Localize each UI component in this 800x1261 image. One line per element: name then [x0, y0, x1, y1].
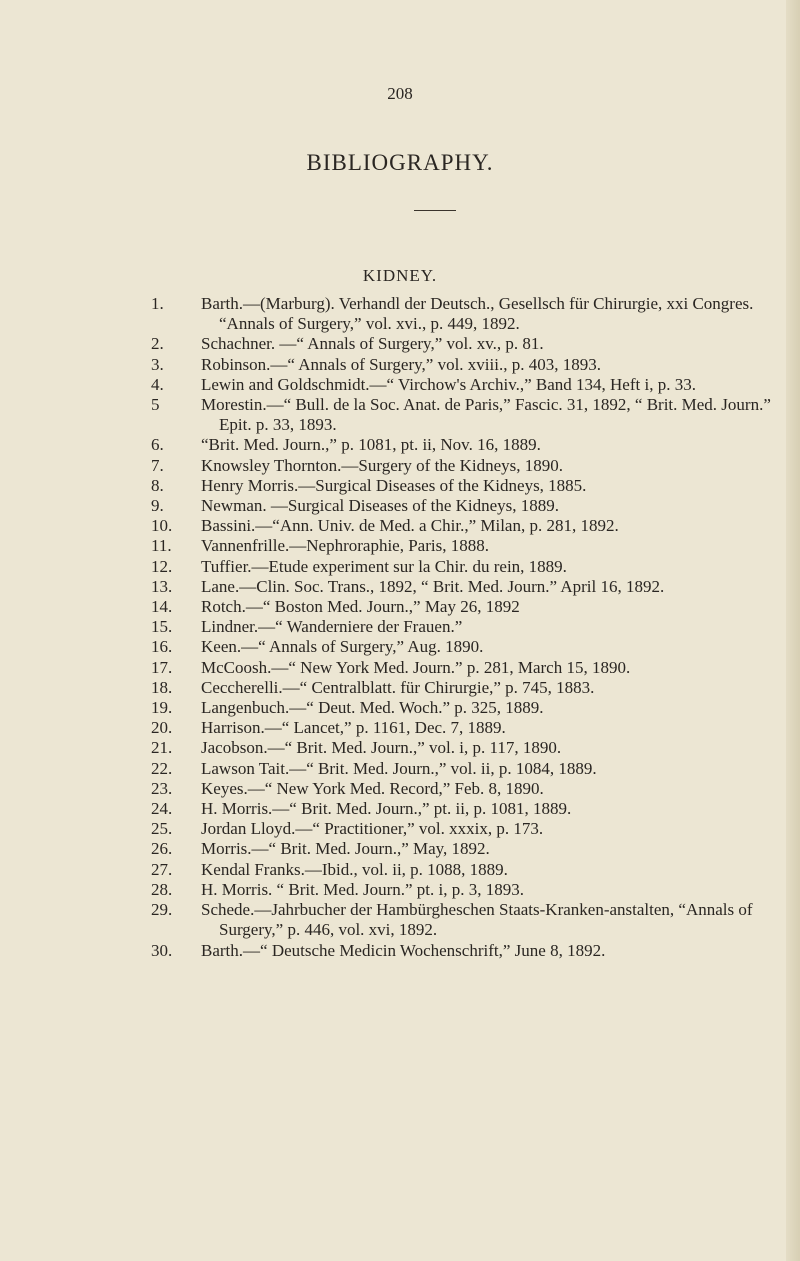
entry-text: Lindner.—“ Wanderniere der Frauen.” — [201, 617, 463, 637]
entry-text: Newman. —Surgical Diseases of the Kidneys, 1889. — [201, 496, 560, 516]
entry-number: 2. — [151, 334, 164, 354]
entry-number: 21. — [151, 738, 173, 758]
bibliography-entry — [0, 597, 800, 617]
entry-text: Henry Morris.—Surgical Diseases of the Kidneys, 1885. — [201, 475, 587, 495]
bibliography-entry — [0, 395, 800, 435]
entry-text: Vannenfrille.—Nephroraphie, Paris, 1888. — [201, 536, 489, 556]
entry-number: 5 — [151, 395, 160, 415]
bibliography-entry — [0, 799, 800, 819]
entry-text: Keyes.—“ New York Med. Record,” Feb. 8, 1890. — [201, 778, 544, 798]
entry-number: 29. — [151, 900, 173, 920]
bibliography-entry — [0, 860, 800, 880]
entry-text: “Brit. Med. Journ.,” p. 1081, pt. ii, Nov. 16, 1889. — [201, 435, 541, 455]
entry-text: Robinson.—“ Annals of Surgery,” vol. xviii., p. 403, 1893. — [201, 354, 601, 374]
bibliography-entry — [0, 456, 800, 476]
entry-number: 6. — [151, 435, 164, 455]
entry-text: H. Morris. “ Brit. Med. Journ.” pt. i, p. 3, 1893. — [201, 879, 524, 899]
entry-number: 27. — [151, 859, 173, 879]
entry-text: Kendal Franks.—Ibid., vol. ii, p. 1088, 1889. — [201, 859, 508, 879]
bibliography-entry — [0, 779, 800, 799]
bibliography-entry — [0, 375, 800, 395]
entry-number: 8. — [151, 475, 164, 495]
entry-text: Harrison.—“ Lancet,” p. 1161, Dec. 7, 1889. — [201, 718, 506, 738]
entry-number: 10. — [151, 516, 173, 536]
entry-number: 28. — [151, 879, 173, 899]
title-divider — [414, 210, 456, 211]
entry-number: 15. — [151, 617, 173, 637]
entry-number: 12. — [151, 556, 173, 576]
entry-number: 22. — [151, 758, 173, 778]
section-heading: KIDNEY. — [362, 266, 438, 285]
bibliography-entry — [0, 617, 800, 637]
entry-number: 13. — [151, 576, 173, 596]
bibliography-entry — [0, 941, 800, 961]
bibliography-entry — [0, 698, 800, 718]
entry-text: Tuffier.—Etude experiment sur la Chir. du rein, 1889. — [201, 556, 567, 576]
bibliography-entry — [0, 718, 800, 738]
entry-text: Jacobson.—“ Brit. Med. Journ.,” vol. i, p. 117, 1890. — [201, 738, 562, 758]
entry-text: Ceccherelli.—“ Centralblatt. für Chirurgie,” p. 745, 1883. — [201, 677, 595, 697]
entry-number: 3. — [151, 354, 164, 374]
entry-text: Jordan Lloyd.—“ Practitioner,” vol. xxxix, p. 173. — [201, 819, 544, 839]
entry-text: Lawson Tait.—“ Brit. Med. Journ.,” vol. ii, p. 1084, 1889. — [201, 758, 597, 778]
entry-number: 18. — [151, 677, 173, 697]
entry-text: Keen.—“ Annals of Surgery,” Aug. 1890. — [201, 637, 484, 657]
entry-text: Rotch.—“ Boston Med. Journ.,” May 26, 1892 — [201, 597, 520, 617]
bibliography-entry — [0, 759, 800, 779]
bibliography-entry — [0, 577, 800, 597]
entry-text: Morris.—“ Brit. Med. Journ.,” May, 1892. — [201, 839, 490, 859]
bibliography-entry — [0, 435, 800, 455]
entry-text: Lewin and Goldschmidt.—“ Virchow's Archiv.,” Band 134, Heft i, p. 33. — [201, 374, 696, 394]
entry-text: Knowsley Thornton.—Surgery of the Kidneys, 1890. — [201, 455, 564, 475]
bibliography-entry — [0, 839, 800, 859]
entry-text: Morestin.—“ Bull. de la Soc. Anat. de Paris,” Fascic. 31, 1892, “ Brit. Med. Journ.” Epit. p. 33, 1893. — [201, 395, 771, 435]
bibliography-list — [0, 294, 800, 961]
entry-text: McCoosh.—“ New York Med. Journ.” p. 281, March 15, 1890. — [201, 657, 631, 677]
entry-number: 7. — [151, 455, 164, 475]
entry-number: 26. — [151, 839, 173, 859]
entry-text: Bassini.—“Ann. Univ. de Med. a Chir.,” Milan, p. 281, 1892. — [201, 516, 619, 536]
bibliography-entry — [0, 880, 800, 900]
bibliography-entry — [0, 658, 800, 678]
entry-number: 4. — [151, 374, 164, 394]
bibliography-entry — [0, 678, 800, 698]
bibliography-entry — [0, 637, 800, 657]
entry-text: Barth.—(Marburg). Verhandl der Deutsch., Gesellsch für Chirurgie, xxi Congres. “Annals of Surgery,” vol. xvi., p. 449, 1892. — [201, 294, 754, 334]
entry-number: 11. — [151, 536, 172, 556]
entry-number: 17. — [151, 657, 173, 677]
bibliography-entry — [0, 557, 800, 577]
page-title: BIBLIOGRAPHY. — [306, 150, 494, 175]
entry-text: Langenbuch.—“ Deut. Med. Woch.” p. 325, 1889. — [201, 698, 544, 718]
entry-number: 30. — [151, 940, 173, 960]
bibliography-entry — [0, 900, 800, 940]
entry-number: 14. — [151, 597, 173, 617]
bibliography-entry — [0, 294, 800, 334]
entry-number: 25. — [151, 819, 173, 839]
entry-text: Schachner. —“ Annals of Surgery,” vol. xv., p. 81. — [201, 334, 544, 354]
entry-text: H. Morris.—“ Brit. Med. Journ.,” pt. ii, p. 1081, 1889. — [201, 799, 572, 819]
entry-number: 19. — [151, 698, 173, 718]
bibliography-entry — [0, 476, 800, 496]
entry-number: 16. — [151, 637, 173, 657]
bibliography-entry — [0, 819, 800, 839]
bibliography-entry — [0, 334, 800, 354]
bibliography-entry — [0, 536, 800, 556]
bibliography-entry — [0, 738, 800, 758]
entry-text: Barth.—“ Deutsche Medicin Wochenschrift,” June 8, 1892. — [201, 940, 606, 960]
bibliography-entry — [0, 496, 800, 516]
entry-number: 9. — [151, 496, 164, 516]
entry-number: 24. — [151, 799, 173, 819]
entry-text: Lane.—Clin. Soc. Trans., 1892, “ Brit. Med. Journ.” April 16, 1892. — [201, 576, 665, 596]
entry-number: 20. — [151, 718, 173, 738]
entry-text: Schede.—Jahrbucher der Hambürgheschen Staats-Kranken-anstalten, “Annals of Surgery,” p. 446, vol. xvi, 1892. — [201, 900, 753, 940]
page-number: 208 — [387, 84, 413, 103]
bibliography-entry — [0, 355, 800, 375]
bibliography-entry — [0, 516, 800, 536]
entry-number: 23. — [151, 778, 173, 798]
entry-number: 1. — [151, 294, 164, 313]
